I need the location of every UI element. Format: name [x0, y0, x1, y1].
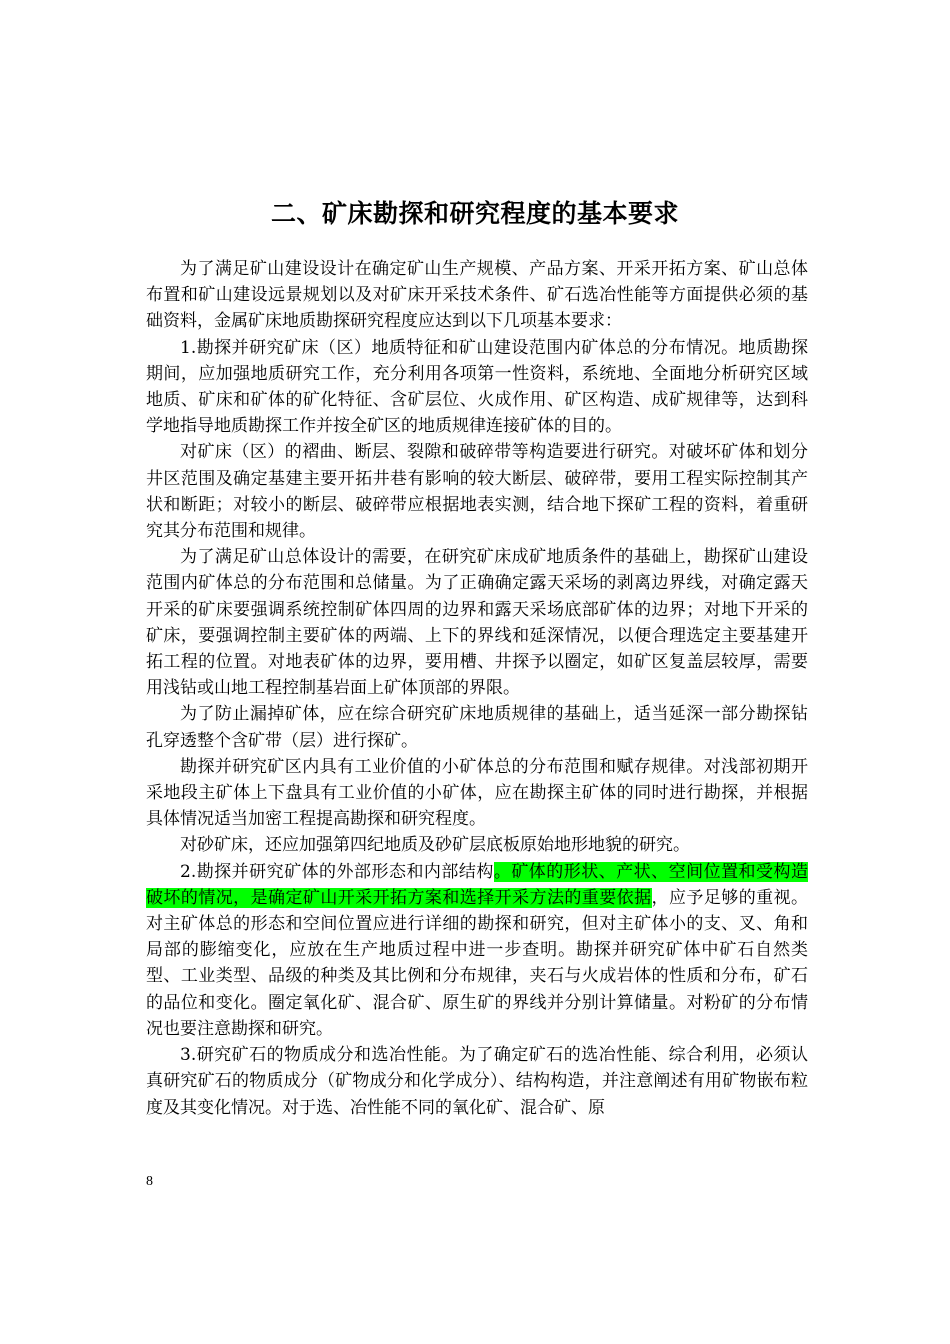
paragraph-item-2-lead: 2.勘探并研究矿体的外部形态和内部结构 — [180, 861, 494, 882]
section-title: 二、矿床勘探和研究程度的基本要求 — [270, 199, 679, 228]
paragraph-placer: 对砂矿床，还应加强第四纪地质及砂矿层底板原始地形地貌的研究。 — [180, 835, 690, 856]
paragraph-small-orebodies: 勘探并研究矿区内具有工业价值的小矿体总的分布范围和赋存规律。对浅部初期开采地段主矿体上下盘具有工业价值的小矿体，应在勘探主矿体的同时进行勘探，并根据具体情况适当加密工程提高勘探和研究程度。 — [146, 756, 808, 830]
paragraph-item-1: 1.勘探并研究矿床（区）地质特征和矿山建设范围内矿体总的分布情况。地质勘探期间，应加强地质研究工作，充分利用各项第一性资料，系统地、全面地分析研究区域地质、矿床和矿体的矿化特征、含矿层位、火成作用、矿区构造、成矿规律等，达到科学地指导地质勘探工作并按全矿区的地质规律连接矿体的目的。 — [146, 337, 808, 437]
body-text — [146, 256, 808, 1121]
paragraph-item-2-rest: ，应予足够的重视。对主矿体总的形态和空间位置应进行详细的勘探和研究，但对主矿体小的支、叉、角和局部的膨缩变化，应放在生产地质过程中进一步查明。勘探并研究矿体中矿石自然类型、工业类型、品级的种类及其比例和分布规律，夹石与火成岩体的性质和分布，矿石的品位和变化。圈定氧化矿、混合矿、原生矿的界线并分别计算储量。对粉矿的分布情况也要注意勘探和研究。 — [146, 887, 809, 1039]
paragraph-intro: 为了满足矿山建设设计在确定矿山生产规模、产品方案、开采开拓方案、矿山总体布置和矿山建设远景规划以及对矿床开采技术条件、矿石选冶性能等方面提供必须的基础资料，金属矿床地质勘探研究程度应达到以下几项基本要求： — [146, 259, 808, 332]
paragraph-structure: 对矿床（区）的褶曲、断层、裂隙和破碎带等构造要进行研究。对破坏矿体和划分井区范围及确定基建主要开拓井巷有影响的较大断层、破碎带，要用工程实际控制其产状和断距；对较小的断层、破碎带应根据地表实测，结合地下探矿工程的资料，着重研究其分布范围和规律。 — [146, 442, 808, 542]
page-number: 8 — [146, 1174, 153, 1189]
paragraph-missed-ore: 为了防止漏掉矿体，应在综合研究矿床地质规律的基础上，适当延深一部分勘探钻孔穿透整个含矿带（层）进行探矿。 — [146, 704, 808, 751]
paragraph-item-2 — [146, 859, 808, 1042]
highlighted-text: 。矿体的形状、产状、空间位置和受构造破坏的情况，是确定矿山开采开拓方案和选择开采方法的重要依据 — [146, 861, 808, 908]
paragraph-overall-design: 为了满足矿山总体设计的需要，在研究矿床成矿地质条件的基础上，勘探矿山建设范围内矿体总的分布范围和总储量。为了正确确定露天采场的剥离边界线，对确定露天开采的矿床要强调系统控制矿体四周的边界和露天采场底部矿体的边界；对地下开采的矿床，要强调控制主要矿体的两端、上下的界线和延深情况，以便合理选定主要基建开拓工程的位置。对地表矿体的边界，要用槽、井探予以圈定，如矿区复盖层较厚，需要用浅钻或山地工程控制基岩面上矿体顶部的界限。 — [146, 547, 808, 699]
paragraph-item-3: 3.研究矿石的物质成分和选冶性能。为了确定矿石的选冶性能、综合利用，必须认真研究矿石的物质成分（矿物成分和化学成分）、结构构造，并注意阐述有用矿物嵌布粒度及其变化情况。对于选、冶性能不同的氧化矿、混合矿、原 — [146, 1045, 808, 1118]
